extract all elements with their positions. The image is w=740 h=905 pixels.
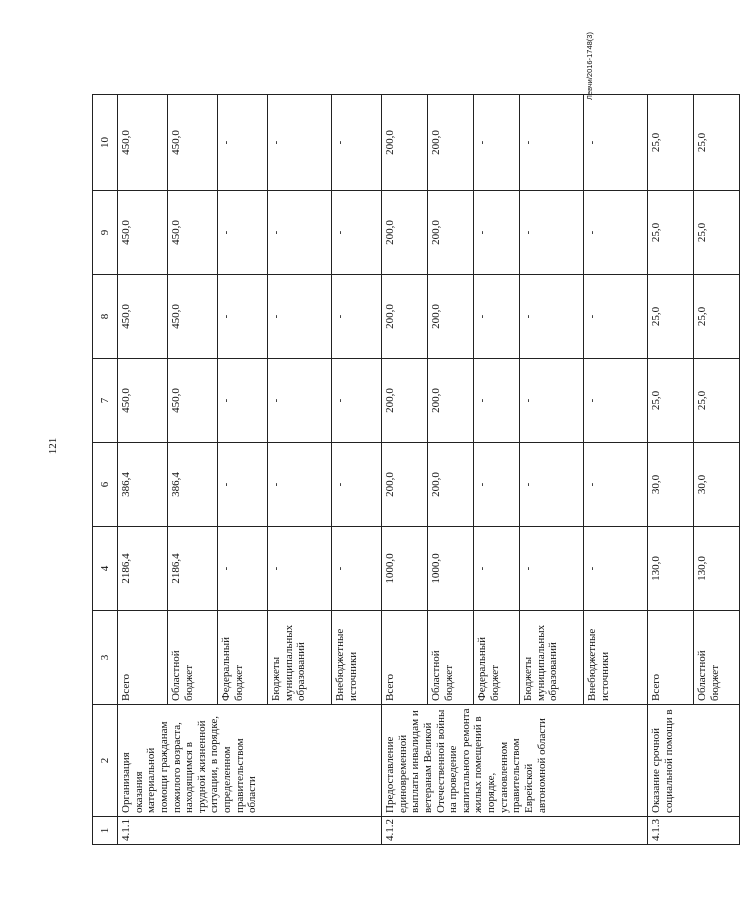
value-cell: 25,0 [648,191,694,275]
value-cell: 200,0 [382,275,428,359]
value-cell: 200,0 [382,359,428,443]
item-code: 4.1.3 [648,817,740,845]
value-cell: - [332,191,382,275]
value-cell: 386,4 [168,443,218,527]
value-cell: 2186,4 [168,527,218,611]
value-cell: - [268,191,332,275]
value-cell: - [584,527,648,611]
funding-source: Областной бюджет [168,611,218,705]
value-cell: - [474,527,520,611]
value-cell: - [584,443,648,527]
value-cell: 25,0 [648,95,694,191]
funding-source: Всего [382,611,428,705]
funding-source: Бюджеты муниципальных образований [268,611,332,705]
funding-source: Областной бюджет [428,611,474,705]
value-cell: - [332,443,382,527]
item-name: Оказание срочной социальной помощи в [648,705,740,817]
value-cell: 450,0 [118,275,168,359]
value-cell: 200,0 [428,359,474,443]
value-cell: - [332,275,382,359]
table-row [382,95,428,845]
value-cell: - [584,275,648,359]
value-cell: 450,0 [168,191,218,275]
value-cell: - [218,527,268,611]
value-cell: 450,0 [168,275,218,359]
value-cell: - [268,527,332,611]
value-cell: - [584,359,648,443]
header-cell: 10 [93,95,118,191]
item-name: Предоставление единовременной выплаты инвалидам и ветеранам Великой Отечественной войны на проведение капитального ремонта жилых помещений в порядке, установленном правительством Еврейской автономной области [382,705,648,817]
value-cell: - [218,191,268,275]
value-cell: 25,0 [694,191,740,275]
value-cell: - [268,443,332,527]
value-cell: 450,0 [118,359,168,443]
value-cell: - [584,191,648,275]
value-cell: - [218,275,268,359]
item-code: 4.1.1 [118,817,382,845]
value-cell: 200,0 [428,275,474,359]
value-cell: 130,0 [694,527,740,611]
table-row [648,95,694,845]
value-cell: - [474,275,520,359]
header-cell: 4 [93,527,118,611]
value-cell: 25,0 [694,359,740,443]
item-code: 4.1.2 [382,817,648,845]
value-cell: - [520,95,584,191]
table-row [118,95,168,845]
value-cell: - [474,359,520,443]
document-code: Левчи/2016-1748(3) [585,32,594,100]
value-cell: 200,0 [428,95,474,191]
value-cell: 450,0 [168,359,218,443]
header-cell: 8 [93,275,118,359]
value-cell: - [332,527,382,611]
funding-source: Всего [118,611,168,705]
value-cell: - [474,191,520,275]
value-cell: - [218,95,268,191]
value-cell: 130,0 [648,527,694,611]
header-cell: 9 [93,191,118,275]
funding-source: Внебюджетные источники [332,611,382,705]
value-cell: - [218,359,268,443]
value-cell: 30,0 [694,443,740,527]
value-cell: 1000,0 [382,527,428,611]
value-cell: 25,0 [694,275,740,359]
value-cell: 200,0 [382,191,428,275]
header-cell: 3 [93,611,118,705]
funding-source: Федеральный бюджет [218,611,268,705]
value-cell: - [268,359,332,443]
value-cell: 450,0 [118,191,168,275]
value-cell: 25,0 [648,359,694,443]
value-cell: 25,0 [648,275,694,359]
value-cell: - [218,443,268,527]
value-cell: 450,0 [118,95,168,191]
value-cell: - [474,95,520,191]
header-cell: 6 [93,443,118,527]
value-cell: 450,0 [168,95,218,191]
value-cell: 1000,0 [428,527,474,611]
value-cell: 200,0 [382,95,428,191]
funding-source: Бюджеты муниципальных образований [520,611,584,705]
header-cell: 1 [93,817,118,845]
value-cell: - [520,275,584,359]
value-cell: - [520,359,584,443]
value-cell: 200,0 [382,443,428,527]
value-cell: - [520,527,584,611]
value-cell: - [332,95,382,191]
value-cell: 2186,4 [118,527,168,611]
value-cell: 386,4 [118,443,168,527]
budget-table [92,94,740,845]
funding-source: Внебюджетные источники [584,611,648,705]
value-cell: 200,0 [428,191,474,275]
value-cell: - [268,95,332,191]
value-cell: - [520,191,584,275]
value-cell: 30,0 [648,443,694,527]
value-cell: 200,0 [428,443,474,527]
value-cell: - [474,443,520,527]
funding-source: Всего [648,611,694,705]
funding-source: Областной бюджет [694,611,740,705]
header-cell: 2 [93,705,118,817]
value-cell: 25,0 [694,95,740,191]
page-number: 121 [47,437,59,455]
header-row [93,95,118,845]
item-name: Организация оказания материальной помощи гражданам пожилого возраста, находящимся в трудной жизненной ситуации, в порядке, определенном правительством области [118,705,382,817]
value-cell: - [332,359,382,443]
funding-source: Федеральный бюджет [474,611,520,705]
value-cell: - [584,95,648,191]
value-cell: - [268,275,332,359]
header-cell: 7 [93,359,118,443]
budget-table-container [92,95,721,845]
value-cell: - [520,443,584,527]
